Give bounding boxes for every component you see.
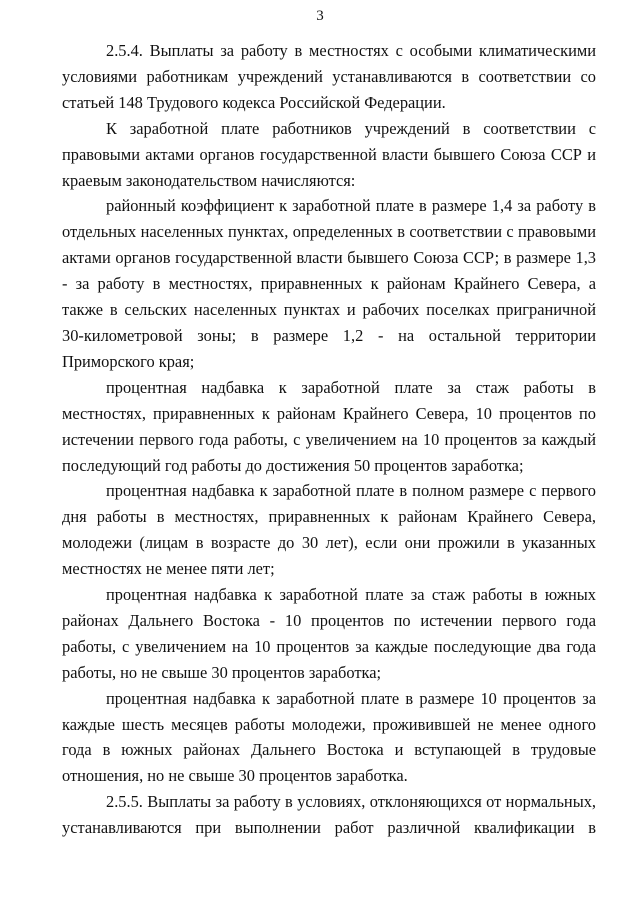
paragraph-2-5-5: 2.5.5. Выплаты за работу в условиях, отклоняющихся от нормальных, устанавливаются при выполнении работ различной квалификации в: [62, 792, 596, 838]
paragraph-regional-coefficient: районный коэффициент к заработной плате в размере 1,4 за работу в отдельных населенных пунктах, определенных в соответствии с правовыми актами органов государственной власти бывшего Союза ССР; в размере 1,3 - за работу в местностях, приравненных к районам Крайнего Севера, а также в сельских населенных пунктах и рабочих поселках приграничной 30-километровой зоны; в размере 1,2 - на остальной территории Приморского края;: [62, 196, 596, 371]
page-number: 3: [316, 8, 324, 24]
paragraph-allowance-south: процентная надбавка к заработной плате за стаж работы в южных районах Дальнего Востока - 10 процентов по истечении первого года работы, с увеличением на 10 процентов за каждые последующие два года работы, но не свыше 30 процентов заработка;: [62, 585, 596, 682]
paragraph-allowance-youth-south: процентная надбавка к заработной плате в размере 10 процентов за каждые шесть месяцев работы молодежи, проживившей не менее одного года в южных районах Дальнего Востока и вступающей в трудовые отношения, но не свыше 30 процентов заработка.: [62, 688, 596, 786]
paragraph-allowance-youth: процентная надбавка к заработной плате в полном размере с первого дня работы в местностях, приравненных к районам Крайнего Севера, молодежи (лицам в возрасте до 30 лет), если они прожили в указанных местностях не менее пяти лет;: [62, 481, 596, 579]
paragraph-intro: К заработной плате работников учреждений в соответствии с правовыми актами органов государственной власти бывшего Союза ССР и краевым законодательством начисляются:: [62, 118, 596, 190]
paragraph-2-5-4: 2.5.4. Выплаты за работу в местностях с особыми климатическими условиями работникам учреждений устанавливаются в соответствии со статьей 148 Трудового кодекса Российской Федерации.: [62, 41, 596, 112]
paragraph-allowance-north: процентная надбавка к заработной плате за стаж работы в местностях, приравненных к районам Крайнего Севера, 10 процентов по истечении первого года работы, с увеличением на 10 процентов за каждый последующий год работы до достижения 50 процентов заработка;: [62, 377, 596, 475]
document-body: [62, 38, 596, 841]
